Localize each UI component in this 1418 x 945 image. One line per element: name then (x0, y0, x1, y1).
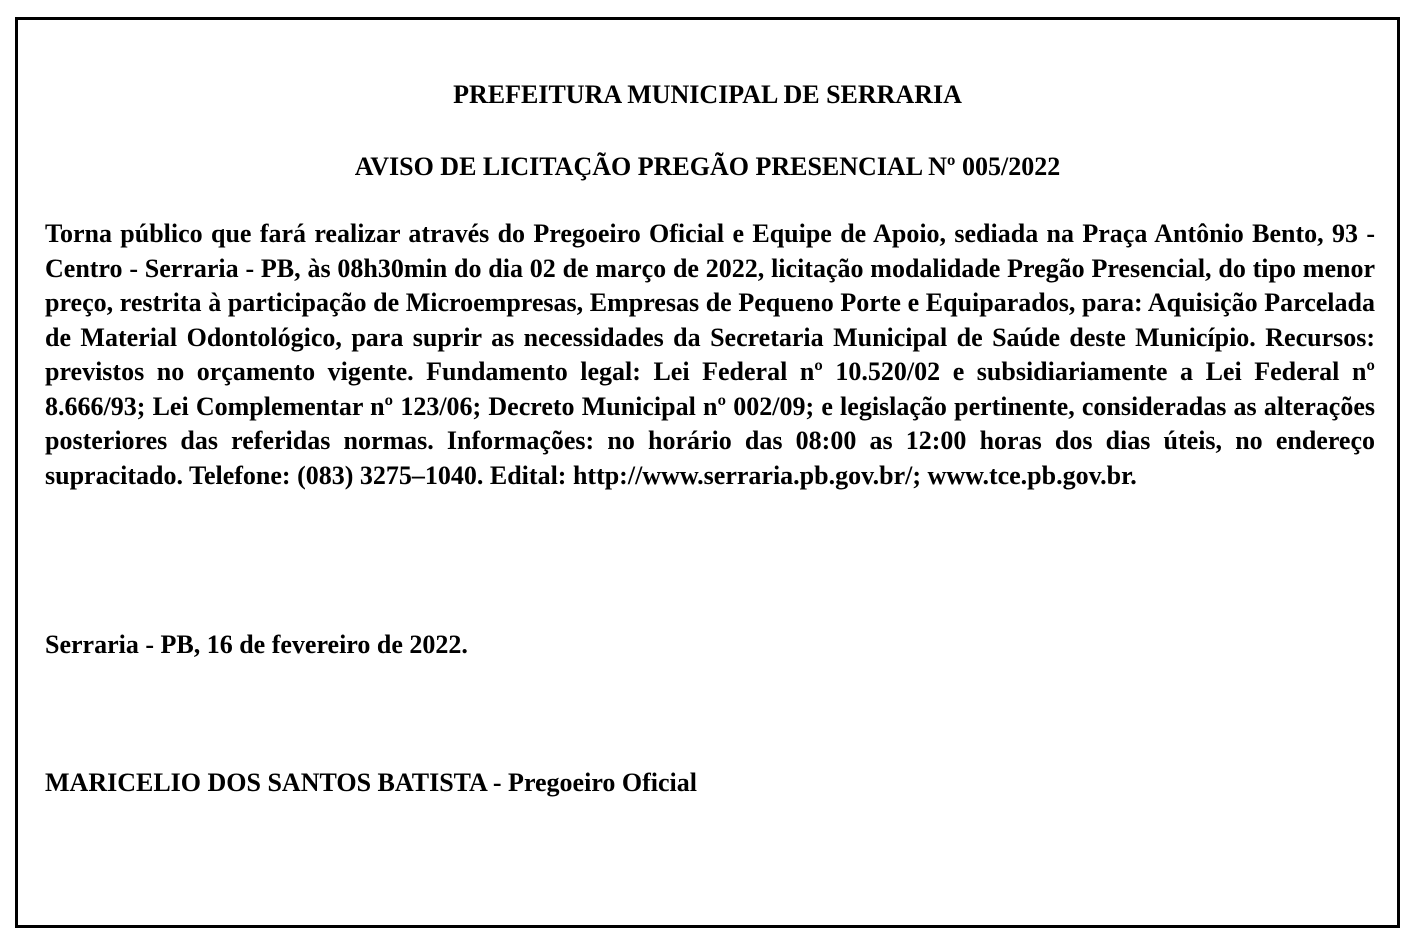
place-date-line: Serraria - PB, 16 de fevereiro de 2022. (45, 630, 468, 659)
document-border (15, 17, 1400, 928)
organization-title: PREFEITURA MUNICIPAL DE SERRARIA (453, 80, 962, 109)
notice-title: AVISO DE LICITAÇÃO PREGÃO PRESENCIAL Nº 005/2022 (354, 152, 1061, 181)
notice-body-paragraph: Torna público que fará realizar através do Pregoeiro Oficial e Equipe de Apoio, sediada na Praça Antônio Bento, 93 - Centro - Serraria - PB, às 08h30min do dia 02 de março de 2022, licitação modalidade Pregão Presencial, do tipo menor preço, restrita à participação de Microempresas, Empresas de Pequeno Porte e Equiparados, para: Aquisição Parcelada de Material Odontológico, para suprir as necessidades da Secretaria Municipal de Saúde deste Município. Recursos: previstos no orçamento vigente. Fundamento legal: Lei Federal nº 10.520/02 e subsidiariamente a Lei Federal nº 8.666/93; Lei Complementar nº 123/06; Decreto Municipal nº 002/09; e legislação pertinente, consideradas as alterações posteriores das referidas normas. Informações: no horário das 08:00 as 12:00 horas dos dias úteis, no endereço supracitado. Telefone: (083) 3275–1040. Edital: http://www.serraria.pb.gov.br/; www.tce.pb.gov.br. (45, 219, 1375, 490)
signature-line: MARICELIO DOS SANTOS BATISTA - Pregoeiro Oficial (45, 768, 697, 797)
